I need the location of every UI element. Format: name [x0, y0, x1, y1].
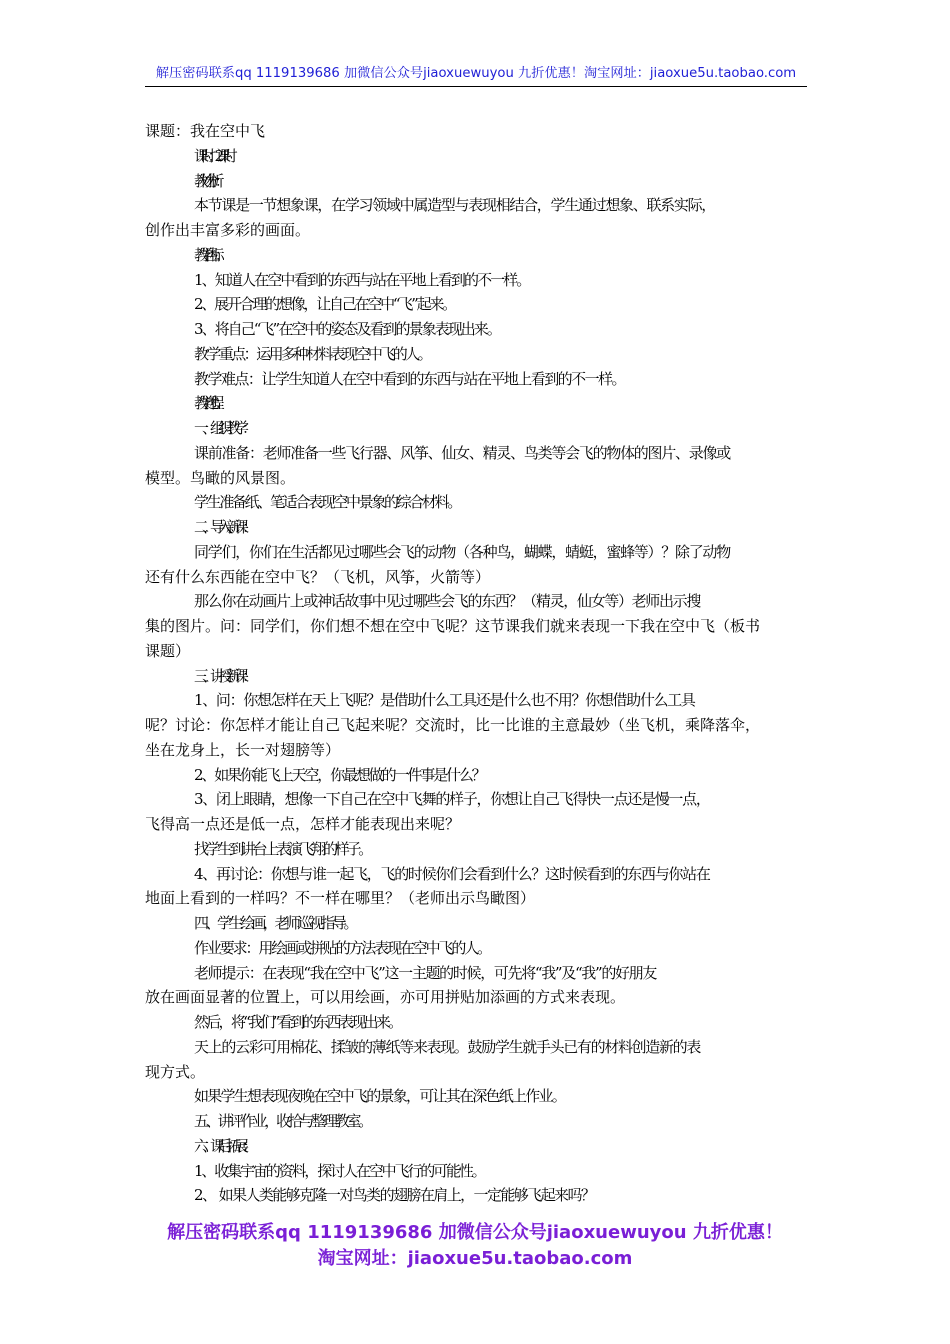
- text-line: 二、导入新课：: [194, 518, 251, 536]
- text-line: 2、 如果人类能够克隆一对鸟类的翅膀在肩上，一定能够飞起来吗？: [194, 1186, 595, 1205]
- text-line: 学生准备纸、笔适合表现空中景象的综合材料。: [194, 493, 461, 512]
- text-line: 四、学生绘画，老师巡视指导。: [194, 914, 356, 932]
- text-line: 课时：2课时: [194, 146, 230, 165]
- text-line: 还有什么东西能在空中飞？（飞机，风筝，火箭等）: [145, 567, 491, 586]
- text-line: 课题：我在空中飞: [145, 122, 266, 140]
- text-line: 作业要求：用绘画或拼贴的方法表现在空中飞的人。: [194, 938, 491, 957]
- text-line: 课前准备：老师准备一些飞行器、风筝、仙女、精灵、鸟类等会飞的物体的图片、录像或: [194, 443, 731, 462]
- text-line: 飞得高一点还是低一点，怎样才能表现出来呢？: [145, 815, 461, 833]
- text-line: 本节课是一节想象课，在学习领域中属造型与表现相结合，学生通过想象、联系实际，: [194, 196, 716, 215]
- text-line: 找学生到讲台上表演飞翔的样子。: [194, 839, 370, 858]
- page-header: [145, 64, 807, 87]
- text-line: 创作出丰富多彩的画面。: [145, 221, 311, 239]
- footer-line-2: 淘宝网址：jiaoxue5u.taobao.com: [317, 1248, 633, 1269]
- text-line: 放在画面显著的位置上，可以用绘画，亦可用拼贴加添画的方式来表现。: [145, 988, 626, 1007]
- text-line: 五、讲评作业，收拾与整理教室。: [194, 1112, 370, 1130]
- text-line: 1、知道人在空中看到的东西与站在平地上看到的不一样。: [194, 270, 530, 289]
- text-line: 教学重点：运用多种材料表现空中飞的人。: [194, 344, 431, 363]
- text-line: 呢？讨论：你怎样才能让自己飞起来呢？交流时，比一比谁的主意最妙（坐飞机，乘降落伞，: [145, 716, 761, 734]
- document-body: [145, 119, 808, 1208]
- text-line: 老师提示：在表现“我在空中飞”这一主题的时候，可先将“我”及“我”的好朋友: [194, 963, 657, 982]
- text-line: 现方式。: [145, 1062, 206, 1081]
- text-line: 教材分析：: [194, 171, 221, 190]
- text-line: 同学们，你们在生活都见过哪些会飞的动物（各种鸟，蝴蝶，蜻蜓，蜜蜂等）？除了动物: [194, 542, 731, 561]
- text-line: 一、组织教学：: [194, 419, 251, 437]
- text-line: 模型。鸟瞰的风景图。: [145, 468, 296, 487]
- text-line: 1、问：你想怎样在天上飞呢？是借助什么工具还是什么也不用？你想借助什么工具: [194, 691, 695, 710]
- text-line: 然后，将“我们”看到的东西表现出来。: [194, 1013, 401, 1031]
- text-line: 4、再讨论：你想与谁一起飞，飞的时候你们会看到什么？这时候看到的东西与你站在: [194, 864, 710, 883]
- text-line: 教学难点：让学生知道人在空中看到的东西与站在平地上看到的不一样。: [194, 369, 626, 388]
- text-line: 教学目标：: [194, 245, 221, 264]
- text-line: 1、收集宇宙的资料，探讨人在空中飞行的可能性。: [194, 1161, 485, 1180]
- header-text: 解压密码联系qq 1119139686 加微信公众号jiaoxuewuyou 九折优惠！淘宝网址：jiaoxue5u.taobao.com: [155, 66, 797, 81]
- text-line: 3、将自己“飞”在空中的姿态及看到的景象表现出来。: [194, 320, 500, 338]
- text-line: 地面上看到的一样吗？不一样在哪里？（老师出示鸟瞰图）: [145, 889, 536, 908]
- text-line: 天上的云彩可用棉花、揉皱的薄纸等来表现。鼓励学生就手头已有的材料创造新的表: [194, 1037, 701, 1056]
- text-line: 3、闭上眼睛，想像一下自己在空中飞舞的样子，你想让自己飞得快一点还是慢一点，: [194, 790, 710, 809]
- text-line: 三、讲授新课：: [194, 666, 251, 685]
- text-line: 集的图片。问：同学们，你们想不想在空中飞呢？这节课我们就来表现一下我在空中飞（板书: [145, 617, 761, 635]
- text-line: 2、展开合理的想像，让自己在空中“飞”起来。: [194, 295, 455, 314]
- text-line: 如果学生想表现夜晚在空中飞的景象，可让其在深色纸上作业。: [194, 1087, 566, 1106]
- text-line: 教学过程：: [194, 394, 221, 413]
- text-line: 坐在龙身上，长一对翅膀等）: [145, 740, 341, 759]
- footer-line-1: 解压密码联系qq 1119139686 加微信公众号jiaoxuewuyou 九折优惠！: [167, 1222, 783, 1243]
- text-line: 课题）: [145, 641, 191, 660]
- text-line: 2、如果你能飞上天空，你最想做的一件事是什么？: [194, 765, 485, 784]
- text-line: 六、课后拓展：: [194, 1136, 251, 1155]
- text-line: 那么你在动画片上或神话故事中见过哪些会飞的东西？（精灵，仙女等）老师出示搜: [194, 592, 701, 611]
